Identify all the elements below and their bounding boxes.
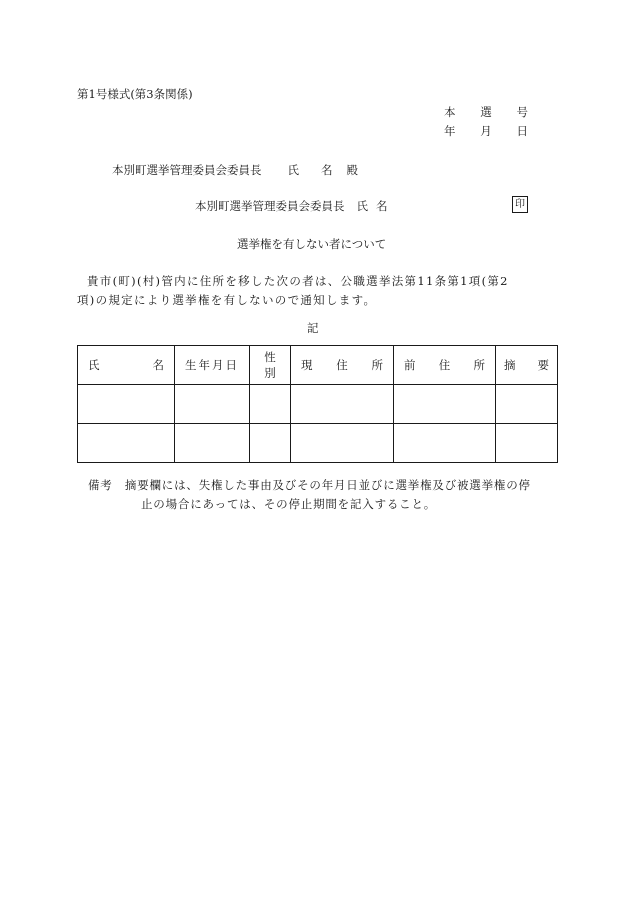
- header-name: [78, 346, 175, 385]
- remarks-line-1: 備考 摘要欄には、失権した事由及びその年月日並びに選挙権及び被選挙権の停: [88, 478, 531, 492]
- date-day: 日: [516, 124, 528, 138]
- remarks-line-2: 止の場合にあっては、その停止期間を記入すること。: [141, 497, 437, 511]
- cell-sex[interactable]: [250, 424, 291, 463]
- seal-mark: 印: [512, 196, 528, 213]
- date-month: 月: [480, 124, 492, 138]
- cell-name[interactable]: [78, 385, 175, 424]
- header-name-left: 氏: [88, 358, 100, 372]
- form-number: 第1号様式(第3条関係): [77, 87, 193, 101]
- header-previous-address-3: 所: [473, 358, 485, 372]
- subject-heading: 選挙権を有しない者について: [237, 237, 387, 251]
- sender: [195, 198, 388, 214]
- cell-current-address[interactable]: [291, 424, 394, 463]
- header-previous-address-2: 住: [438, 358, 451, 372]
- header-summary: [496, 346, 558, 385]
- cell-current-address[interactable]: [291, 385, 394, 424]
- header-birthdate: [175, 346, 250, 385]
- sender-shi: 氏: [356, 199, 368, 213]
- header-previous-address: [394, 346, 496, 385]
- body-text-line-2: 項)の規定により選挙権を有しないので通知します。: [77, 293, 377, 307]
- header-summary-right: 要: [537, 358, 549, 372]
- sender-title: 本別町選挙管理委員会委員長: [195, 199, 345, 213]
- table-row: [78, 385, 558, 424]
- sender-mei: 名: [376, 199, 388, 213]
- cell-birthdate[interactable]: [175, 385, 250, 424]
- cell-previous-address[interactable]: [394, 385, 496, 424]
- document-date: [444, 123, 528, 139]
- document-number-go: 号: [516, 105, 528, 119]
- header-name-right: 名: [152, 358, 164, 372]
- header-summary-left: 摘: [504, 358, 516, 372]
- addressee-dono: 殿: [346, 163, 358, 177]
- addressee-shi: 氏: [287, 163, 299, 177]
- cell-name[interactable]: [78, 424, 175, 463]
- header-sex: [250, 346, 291, 385]
- body-text-line-1: 貴市(町)(村)管内に住所を移した次の者は、公職選挙法第11条第1項(第2: [87, 274, 509, 288]
- header-sex-label: 性別: [264, 350, 276, 380]
- addressee: [112, 162, 358, 178]
- document-number: [444, 104, 528, 120]
- cell-summary[interactable]: [496, 385, 558, 424]
- table-row: [78, 424, 558, 463]
- ki-heading: 記: [307, 321, 319, 335]
- header-previous-address-1: 前: [404, 358, 416, 372]
- addressee-title: 本別町選挙管理委員会委員長: [112, 163, 262, 177]
- header-current-address-1: 現: [301, 358, 313, 372]
- cell-birthdate[interactable]: [175, 424, 250, 463]
- notice-table: [77, 345, 558, 463]
- addressee-mei: 名: [321, 163, 333, 177]
- header-current-address-3: 所: [371, 358, 383, 372]
- document-number-hon: 本: [444, 105, 456, 119]
- cell-previous-address[interactable]: [394, 424, 496, 463]
- header-birthdate-label: 生年月日: [185, 358, 239, 372]
- cell-sex[interactable]: [250, 385, 291, 424]
- table-header-row: [78, 346, 558, 385]
- document-number-sen: 選: [480, 105, 492, 119]
- header-current-address-2: 住: [336, 358, 348, 372]
- date-year: 年: [444, 124, 456, 138]
- cell-summary[interactable]: [496, 424, 558, 463]
- header-current-address: [291, 346, 394, 385]
